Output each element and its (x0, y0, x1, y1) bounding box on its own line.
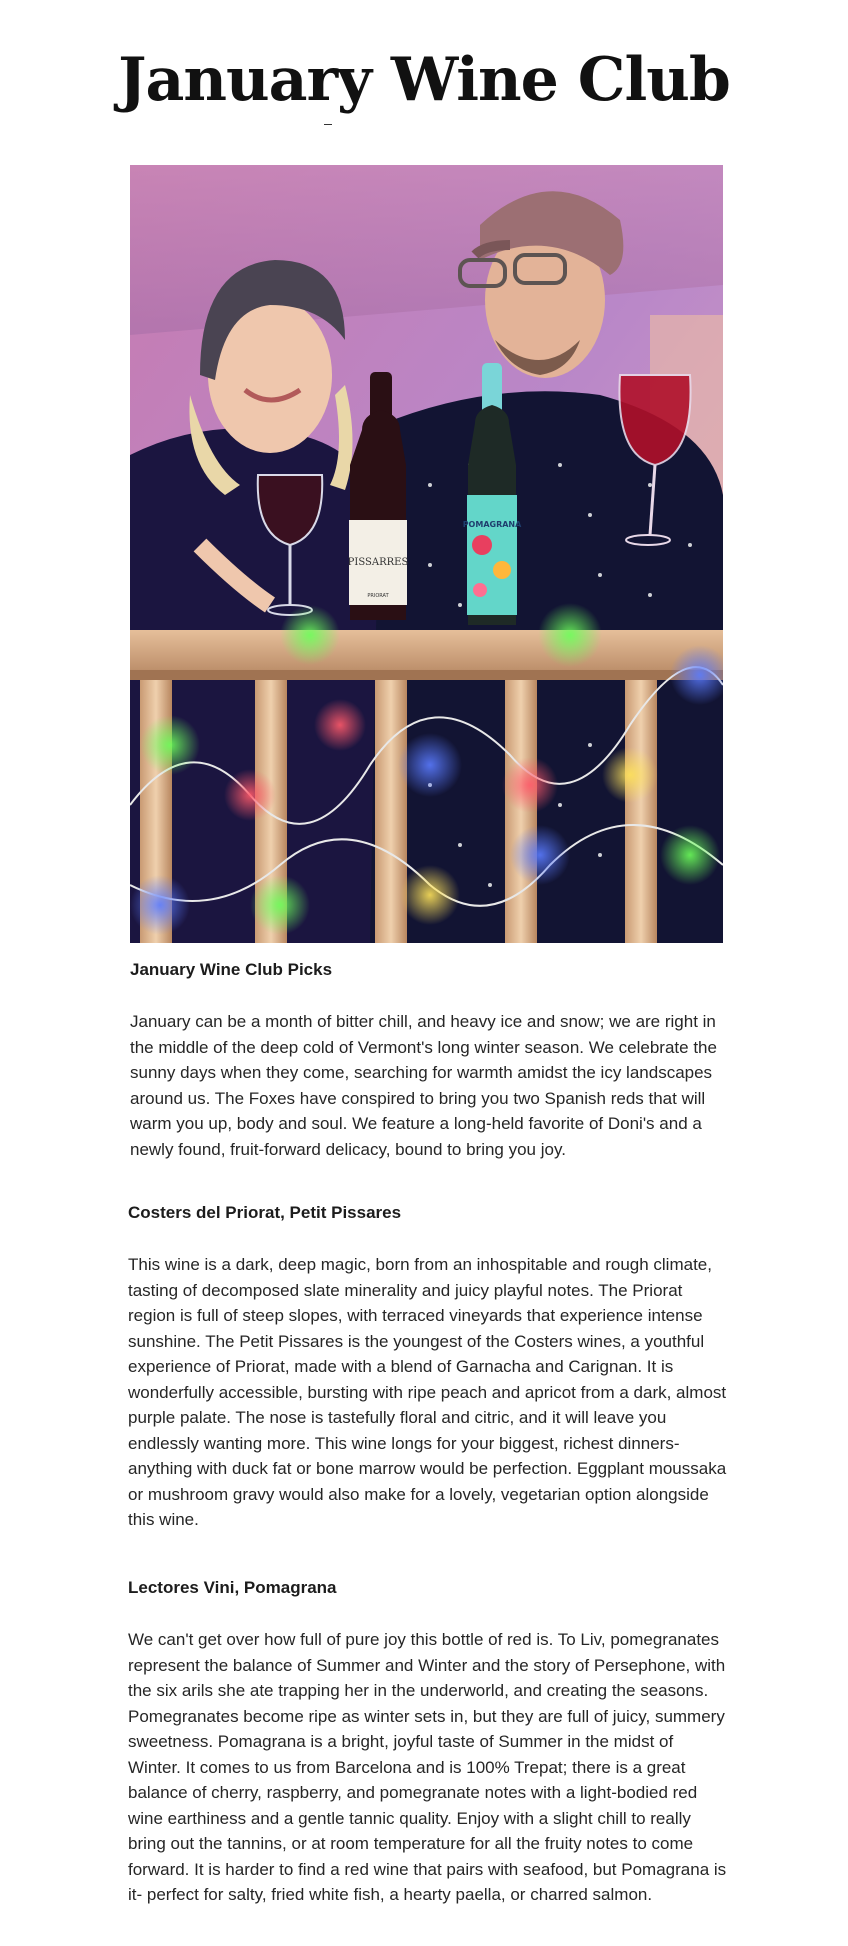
page-title: January Wine Club (118, 45, 730, 115)
wine1-paragraph: This wine is a dark, deep magic, born from an inhospitable and rough climate, tasting of decomposed slate minerality and juicy playful notes. The Priorat region is full of steep slopes, with terraced vineyards that experience intense sunshine. The Petit Pissares is the youngest of the Costers wines, a youthful experience of Priorat, made with a blend of Garnacha and Carignan. It is wonderfully accessible, bursting with ripe peach and apricot from a dark, almost purple palate. The nose is tastefully floral and citric, and it will leave you endlessly wanting more. This wine longs for your biggest, richest dinners- anything with duck fat or bone marrow would be perfection. Eggplant moussaka or mushroom gravy would also make for a lovely, vegetarian option alongside this wine. (128, 1255, 727, 1529)
svg-text:PRIORAT: PRIORAT (367, 593, 389, 599)
wine2-heading: Lectores Vini, Pomagrana (128, 1578, 337, 1597)
intro-heading: January Wine Club Picks (130, 960, 333, 979)
wine1-heading: Costers del Priorat, Petit Pissares (128, 1203, 402, 1222)
svg-text:POMAGRANA: POMAGRANA (462, 520, 522, 529)
svg-text:PISSARRES: PISSARRES (347, 557, 409, 568)
intro-paragraph: January can be a month of bitter chill, and heavy ice and snow; we are right in the middle of the deep cold of Vermont's long winter season. We celebrate the sunny days when they come, searching for warmth amidst the icy landscapes around us. The Foxes have conspired to bring you two Spanish reds that will warm you up, body and soul. We feature a long-held favorite of Doni's and a newly found, fruit-forward delicacy, bound to bring you joy. (130, 1012, 717, 1159)
hero-photo (130, 165, 723, 943)
wine2-paragraph: We can't get over how full of pure joy this bottle of red is. To Liv, pomegranates represent the balance of Summer and Winter and the story of Persephone, with the six arils she ate trapping her in the underworld, and creating the seasons. Pomegranates become ripe as winter sets in, but they are full of juicy, summery sweetness. Pomagrana is a bright, joyful taste of Summer in the midst of Winter. It comes to us from Barcelona and is 100% Trepat; there is a great balance of cherry, raspberry, and pomegranate notes with a light-bodied red wine earthiness and a gentle tannic quality. Enjoy with a slight chill to really bring out the tannins, or at room temperature for all the fruity notes to come forward. It is harder to find a red wine that pairs with seafood, but Pomagrana is it- perfect for salty, fried white fish, a hearty paella, or charred salmon. (128, 1630, 727, 1904)
title-divider (324, 124, 332, 125)
